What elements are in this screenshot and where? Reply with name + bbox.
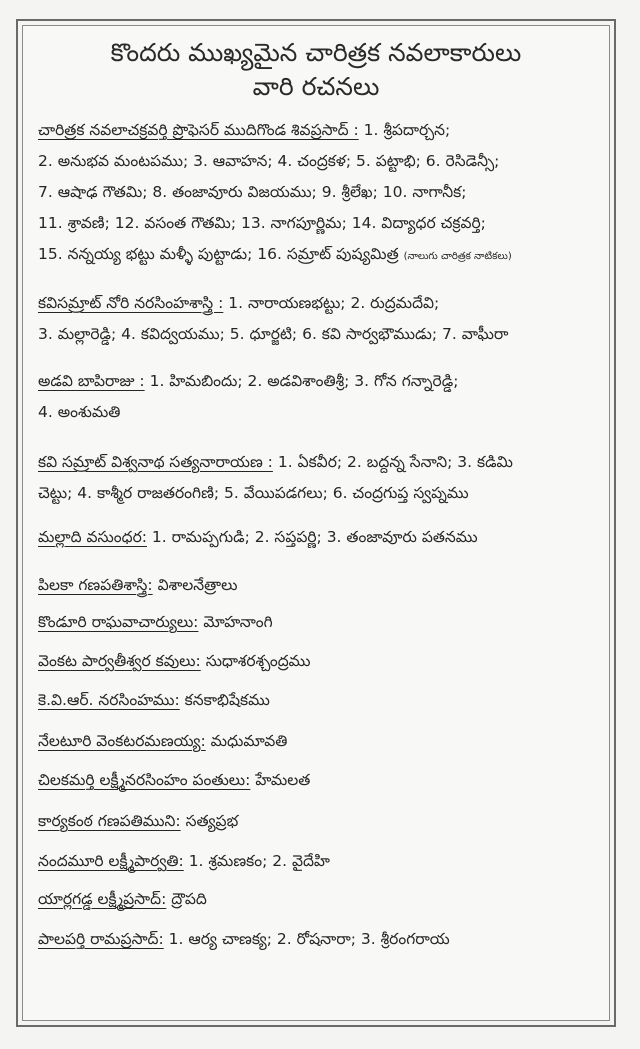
author-entry-kvr-narasimham <box>38 685 610 716</box>
author-name: కవి సమ్రాట్ విశ్వనాథ సత్యనారాయణ : <box>38 453 273 471</box>
author-entry-yarlagadda-lakshmiprasad <box>38 884 610 915</box>
works-list: 1. శ్రీపదార్చన; <box>358 121 451 139</box>
author-name: పాలపర్తి రామప్రసాద్: <box>38 930 164 948</box>
author-entry-nori-narasimha-sastri <box>38 288 610 350</box>
author-name: అడవి బాపిరాజు : <box>38 372 145 390</box>
works-list: 11. శ్రావణి; 12. వసంత గౌతమి; 13. నాగపూర్ణిమ; 14. విద్యాధర చక్రవర్తి; <box>38 214 486 232</box>
author-entry-chilakamarti-lakshminarasimham <box>38 765 610 796</box>
author-name: చారిత్రక నవలాచక్రవర్తి ప్రొఫెసర్ ముదిగొండ శివప్రసాద్ : <box>38 121 359 139</box>
works-list: కనకాభిషేకము <box>179 691 270 709</box>
author-entry-malladi-vasundhara <box>38 522 610 553</box>
author-name: పిలకా గణపతిశాస్త్రి: <box>38 576 153 594</box>
works-list: 1. హిమబిందు; 2. అడవిశాంతిశ్రీ; 3. గోన గన్నారెడ్డి; <box>144 372 459 390</box>
note-text: (నాలుగు చారిత్రక నాటికలు) <box>403 251 512 262</box>
works-list: సుధాశరశ్చంద్రము <box>200 652 311 670</box>
works-list: 1. రామప్పగుడి; 2. సప్తపర్ణి; 3. తంజావూరు పతనము <box>146 528 478 546</box>
works-list: 1. ఏకవీర; 2. బద్దన్న సేనాని; 3. కడిమి <box>272 453 513 471</box>
works-list: మధుమావతి <box>205 732 288 750</box>
author-name: మల్లాది వసుంధర: <box>38 528 147 546</box>
works-list: 7. ఆషాఢ గౌతమి; 8. తంజావూరు విజయము; 9. శ్రీలేఖ; 10. నాగానీక; <box>38 183 467 201</box>
author-name: కవిసమ్రాట్ నోరి నరసింహశాస్త్రి : <box>38 294 224 312</box>
author-entry-karyakantha-ganapatimuni <box>38 806 610 837</box>
works-list: ద్రౌపది <box>166 890 207 908</box>
works-list: మోహనాంగి <box>198 613 273 631</box>
works-list: 2. అనుభవ మంటపము; 3. ఆవాహన; 4. చంద్రకళ; 5. పట్టాభి; 6. రెసిడెన్సీ; <box>38 152 500 170</box>
author-name: వెంకట పార్వతీశ్వర కవులు: <box>38 652 201 670</box>
author-name: నందమూరి లక్ష్మీపార్వతి: <box>38 852 184 870</box>
author-entry-adavi-bapiraju <box>38 366 610 428</box>
author-name: కార్యకంఠ గణపతిముని: <box>38 812 181 830</box>
works-list: 1. ఆర్య చాణక్య; 2. రోషనారా; 3. శ్రీరంగరాయ <box>163 930 450 948</box>
author-entry-venkata-parvatisvara-kavulu <box>38 646 610 677</box>
author-entry-pilaka-ganapatisastri <box>38 570 610 601</box>
author-entry-nelaturi-venkataramanayya <box>38 726 610 757</box>
works-list: 3. మల్లారెడ్డి; 4. కవిద్వయము; 5. ధూర్జటి; 6. కవి సార్వభౌముడు; 7. వాఘీరా <box>38 325 509 343</box>
author-entry-konduri-raghavacharyulu <box>38 607 610 638</box>
works-list: చెట్టు; 4. కాశ్మీర రాజతరంగిణి; 5. వేయిపడగలు; 6. చంద్రగుప్త స్వప్నము <box>38 484 469 502</box>
works-list: 1. శ్రమణకం; 2. వైదేహి <box>183 852 330 870</box>
page-subtitle: వారి రచనలు <box>252 72 380 101</box>
author-entry-viswanatha-satyanarayana <box>38 447 610 509</box>
works-list: 1. నారాయణభట్టు; 2. రుద్రమదేవి; <box>223 294 440 312</box>
works-list: సత్యప్రభ <box>180 812 239 830</box>
author-entry-nandamuri-lakshmiparvati <box>38 846 610 877</box>
author-name: కె.వి.ఆర్. నరసింహము: <box>38 691 180 709</box>
author-name: కొండూరి రాఘవాచార్యులు: <box>38 613 199 631</box>
works-list: 15. నన్నయ్య భట్టు మళ్ళీ పుట్టాడు; 16. సమ్రాట్ పుష్యమిత్ర <box>38 245 404 263</box>
author-entry-palaparti-ramaprasad <box>38 924 610 955</box>
works-list: 4. అంశుమతి <box>38 403 121 421</box>
page-title: కొందరు ముఖ్యమైన చారిత్రక నవలాకారులు <box>110 38 522 67</box>
author-name: చిలకమర్తి లక్ష్మీనరసింహం పంతులు: <box>38 771 251 789</box>
author-name: నేలటూరి వెంకటరమణయ్య: <box>38 732 206 750</box>
works-list: హేమలత <box>250 771 311 789</box>
author-name: యార్లగడ్డ లక్ష్మీప్రసాద్: <box>38 890 167 908</box>
works-list: విశాలనేత్రాలు <box>152 576 238 594</box>
author-entry-mudigonda-sivaprasad <box>38 115 610 272</box>
